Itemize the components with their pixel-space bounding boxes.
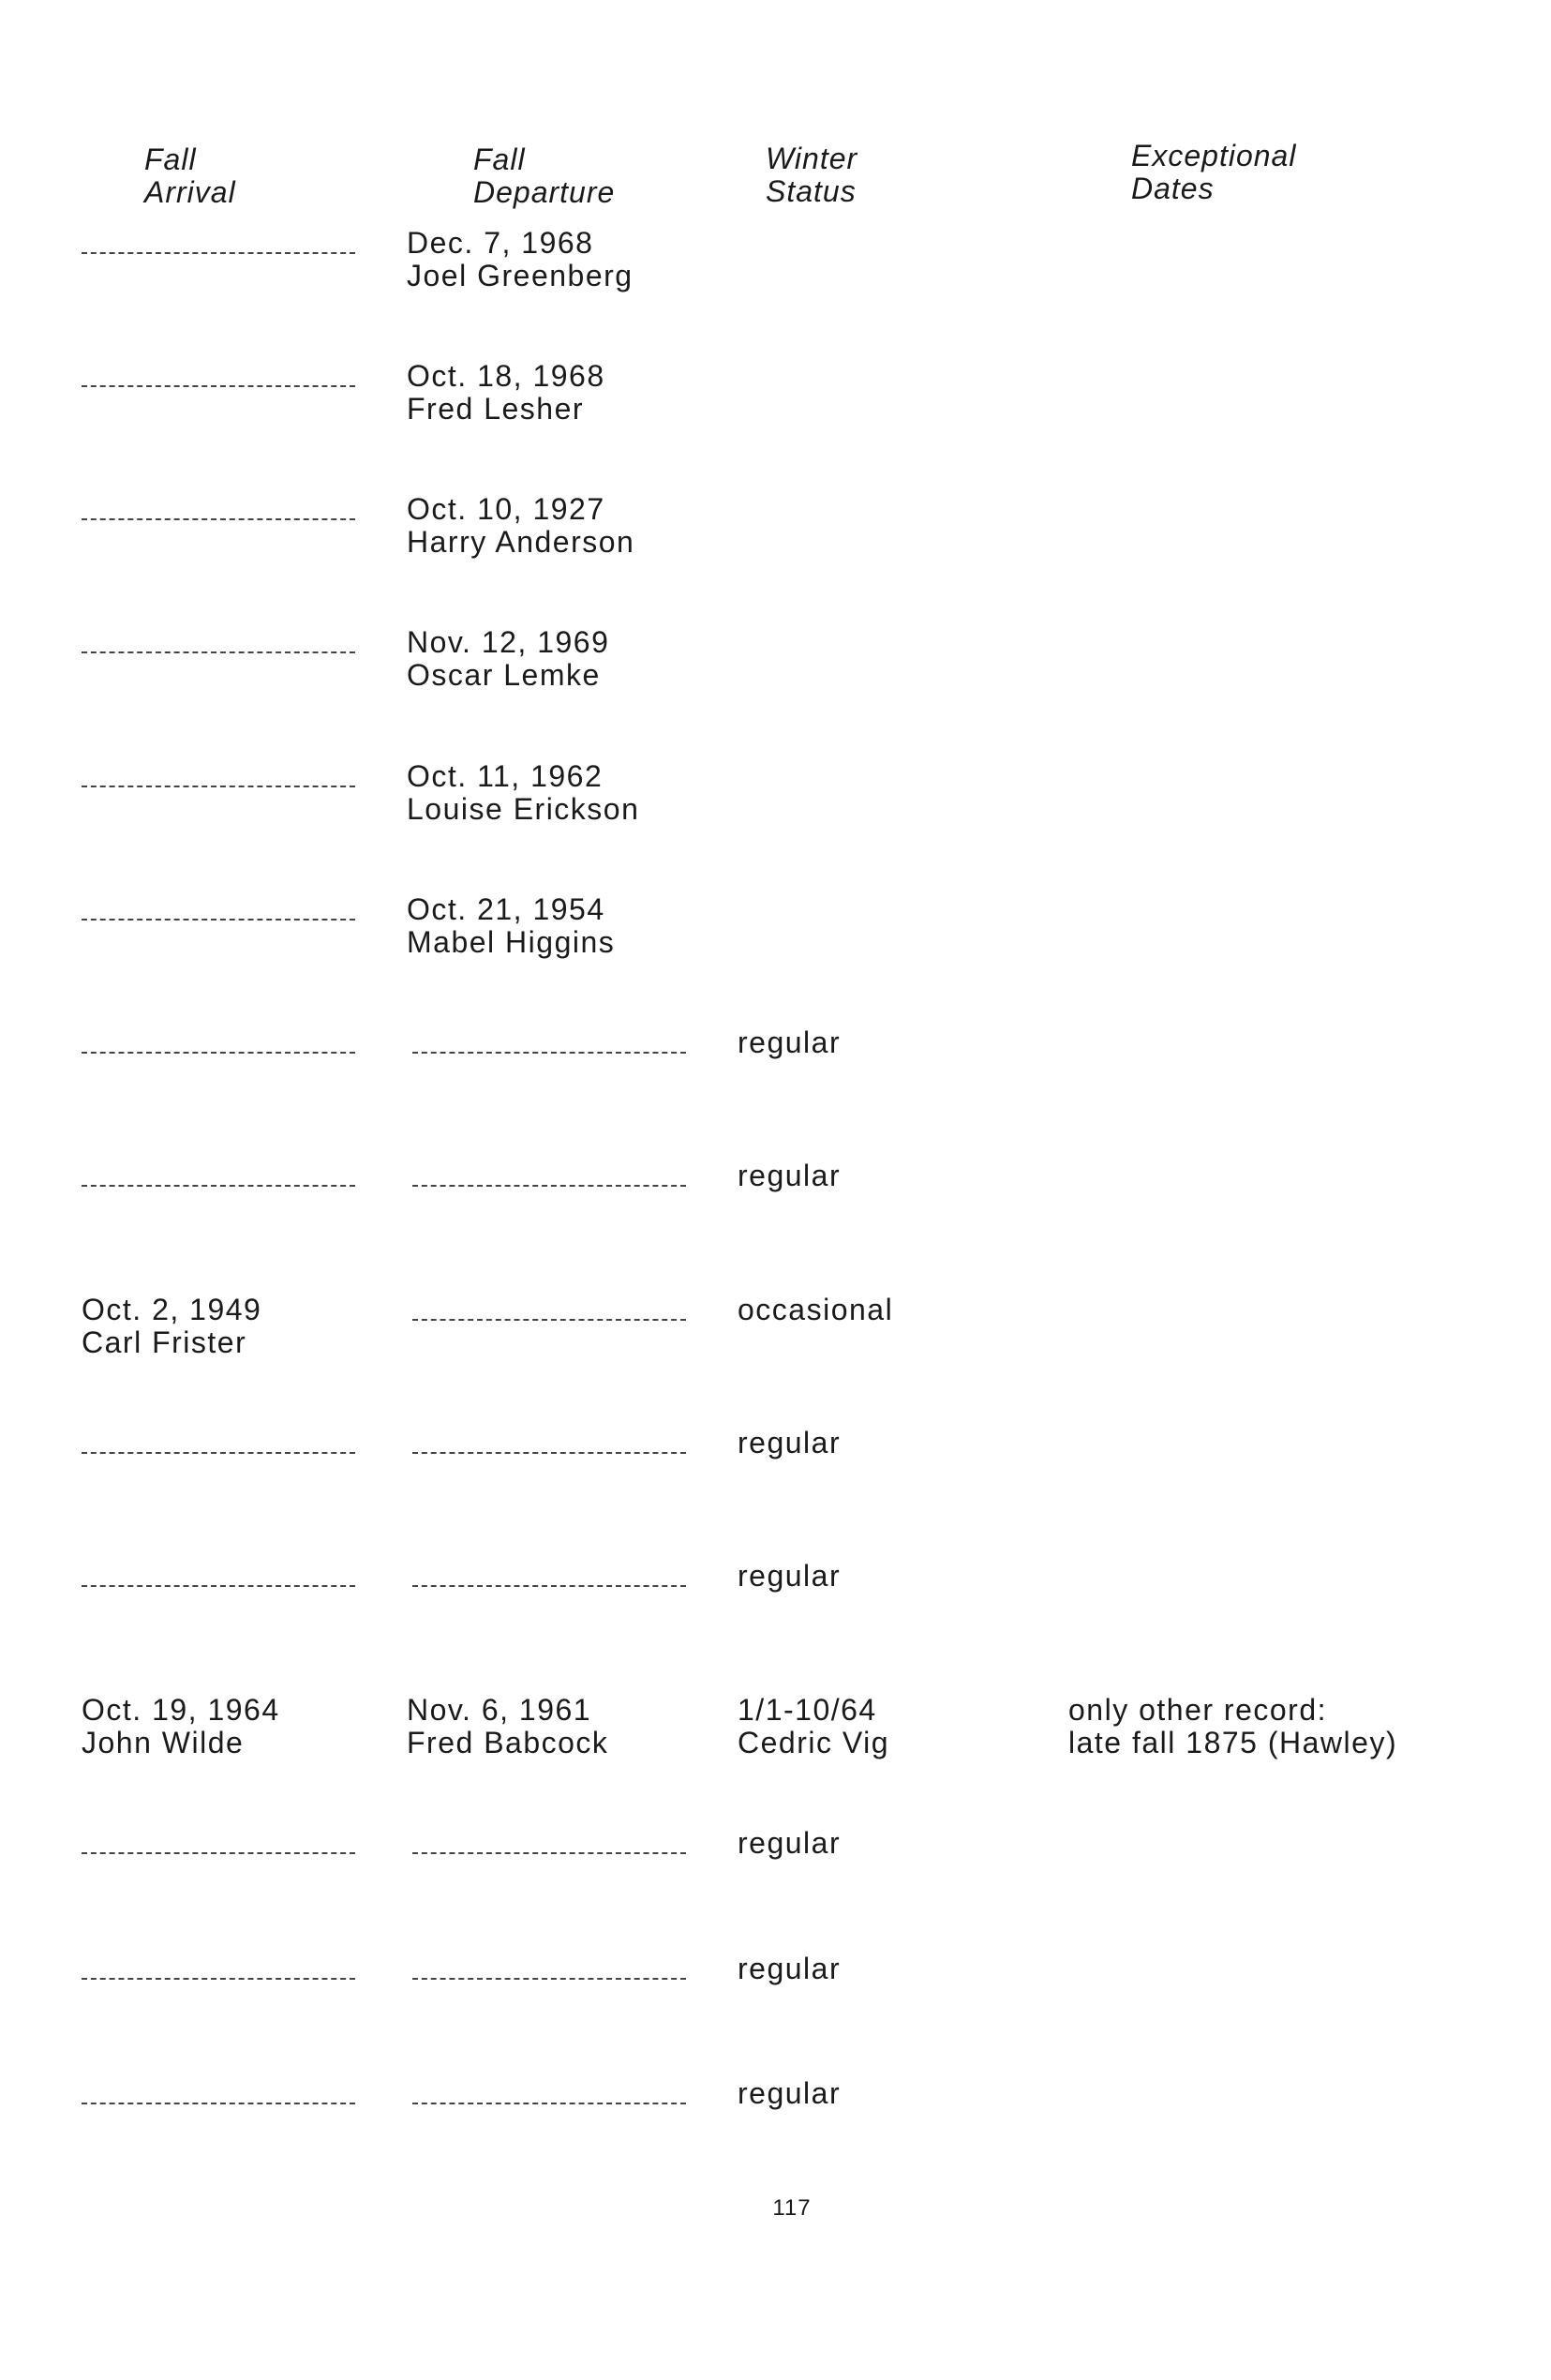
arrival-observer: John Wilde bbox=[82, 1726, 245, 1759]
departure-blank-line bbox=[412, 1052, 686, 1054]
page-number: 117 bbox=[772, 2195, 812, 2221]
arrival-blank-line bbox=[82, 1052, 355, 1054]
departure-date: Oct. 21, 1954 bbox=[407, 892, 605, 926]
exceptional-line2: late fall 1875 (Hawley) bbox=[1068, 1726, 1398, 1759]
header-line-2: Departure bbox=[473, 175, 616, 209]
arrival-blank-line bbox=[82, 786, 355, 787]
departure-blank-line bbox=[412, 1585, 686, 1587]
departure-blank-line bbox=[412, 2103, 686, 2104]
departure-observer: Mabel Higgins bbox=[407, 925, 616, 959]
winter-cell bbox=[738, 1294, 893, 1326]
winter-cell bbox=[738, 1827, 841, 1860]
winter-line1: regular bbox=[738, 1159, 842, 1192]
departure-cell bbox=[407, 493, 634, 559]
departure-date: Oct. 11, 1962 bbox=[407, 759, 604, 793]
header-fall-arrival bbox=[144, 143, 236, 209]
winter-cell bbox=[738, 1560, 841, 1593]
winter-cell bbox=[738, 2077, 841, 2110]
winter-line1: 1/1-10/64 bbox=[738, 1693, 877, 1727]
departure-observer: Fred Babcock bbox=[407, 1726, 609, 1759]
arrival-blank-line bbox=[82, 1585, 355, 1587]
arrival-date: Oct. 2, 1949 bbox=[82, 1293, 262, 1326]
winter-cell bbox=[738, 1694, 889, 1759]
departure-cell bbox=[407, 227, 634, 292]
winter-line1: occasional bbox=[738, 1293, 894, 1326]
header-line-1: Exceptional bbox=[1131, 139, 1297, 172]
departure-cell bbox=[407, 1694, 608, 1759]
departure-date: Nov. 12, 1969 bbox=[407, 625, 610, 659]
arrival-blank-line bbox=[82, 1452, 355, 1454]
arrival-date: Oct. 19, 1964 bbox=[82, 1693, 280, 1727]
arrival-blank-line bbox=[82, 1978, 355, 1980]
header-line-1: Fall bbox=[473, 142, 526, 176]
header-line-2: Dates bbox=[1131, 172, 1215, 205]
winter-line1: regular bbox=[738, 1025, 842, 1059]
departure-cell bbox=[407, 626, 609, 692]
departure-observer: Harry Anderson bbox=[407, 525, 635, 559]
arrival-blank-line bbox=[82, 919, 355, 921]
winter-cell bbox=[738, 1427, 841, 1459]
departure-blank-line bbox=[412, 1185, 686, 1187]
exceptional-line1: only other record: bbox=[1068, 1693, 1328, 1727]
departure-observer: Oscar Lemke bbox=[407, 658, 601, 692]
header-fall-departure bbox=[473, 143, 615, 209]
arrival-blank-line bbox=[82, 2103, 355, 2104]
departure-date: Dec. 7, 1968 bbox=[407, 226, 594, 260]
header-line-1: Fall bbox=[144, 142, 197, 176]
winter-line1: regular bbox=[738, 1559, 842, 1593]
departure-cell bbox=[407, 893, 615, 959]
winter-cell bbox=[738, 1026, 841, 1059]
arrival-observer: Carl Frister bbox=[82, 1325, 247, 1359]
arrival-blank-line bbox=[82, 518, 355, 520]
departure-observer: Fred Lesher bbox=[407, 392, 585, 426]
header-winter-status bbox=[766, 142, 858, 208]
winter-line1: regular bbox=[738, 1826, 842, 1860]
header-line-2: Arrival bbox=[144, 175, 236, 209]
departure-date: Oct. 18, 1968 bbox=[407, 359, 605, 393]
winter-cell bbox=[738, 1160, 841, 1192]
header-exceptional-dates bbox=[1131, 140, 1296, 205]
arrival-cell bbox=[82, 1694, 280, 1759]
departure-blank-line bbox=[412, 1452, 686, 1454]
departure-blank-line bbox=[412, 1852, 686, 1854]
header-line-1: Winter bbox=[766, 142, 858, 175]
arrival-blank-line bbox=[82, 385, 355, 387]
arrival-blank-line bbox=[82, 651, 355, 653]
departure-cell bbox=[407, 360, 605, 426]
departure-observer: Joel Greenberg bbox=[407, 259, 634, 292]
arrival-blank-line bbox=[82, 252, 355, 254]
arrival-cell bbox=[82, 1294, 261, 1359]
exceptional-cell bbox=[1068, 1694, 1397, 1759]
winter-line2: Cedric Vig bbox=[738, 1726, 890, 1759]
departure-observer: Louise Erickson bbox=[407, 792, 640, 826]
departure-date: Nov. 6, 1961 bbox=[407, 1693, 592, 1727]
departure-blank-line bbox=[412, 1978, 686, 1980]
header-line-2: Status bbox=[766, 174, 857, 208]
departure-blank-line bbox=[412, 1319, 686, 1321]
departure-date: Oct. 10, 1927 bbox=[407, 492, 605, 526]
winter-line1: regular bbox=[738, 1952, 842, 1985]
winter-line1: regular bbox=[738, 1426, 842, 1459]
departure-cell bbox=[407, 760, 639, 826]
winter-line1: regular bbox=[738, 2076, 842, 2110]
winter-cell bbox=[738, 1953, 841, 1985]
arrival-blank-line bbox=[82, 1185, 355, 1187]
arrival-blank-line bbox=[82, 1852, 355, 1854]
